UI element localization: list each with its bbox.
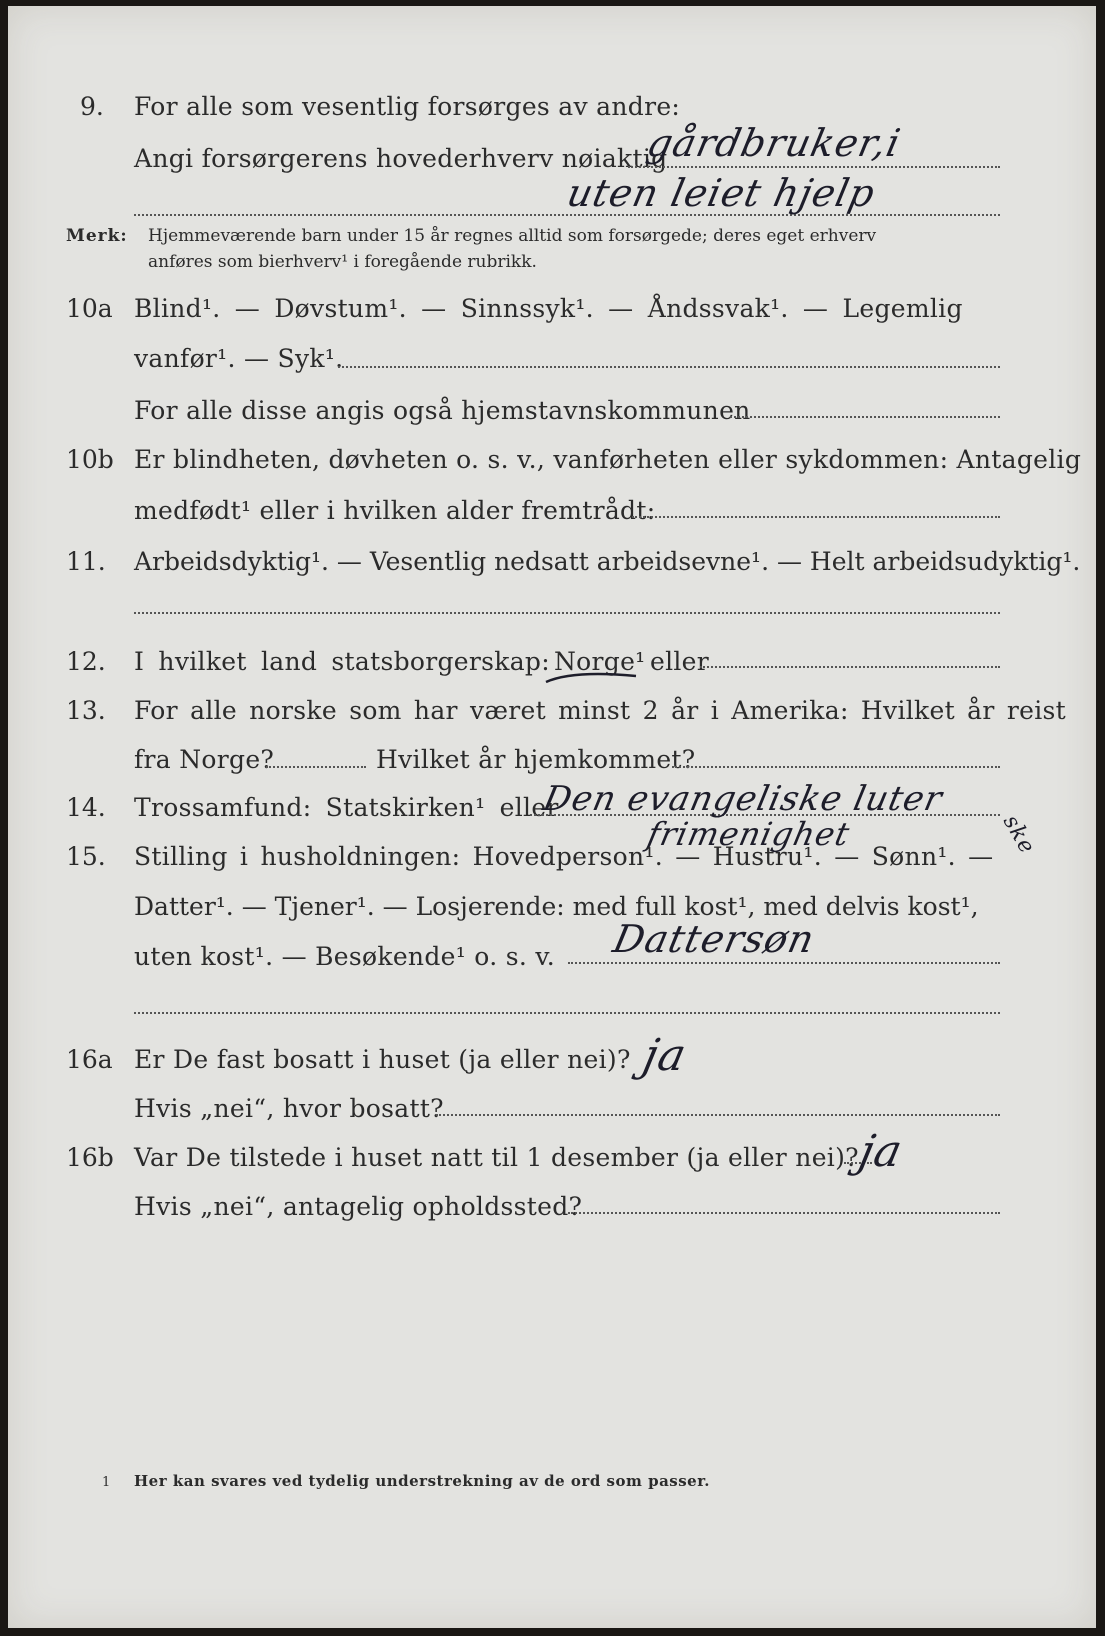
q14-handwritten-margin: ske — [997, 810, 1040, 859]
q16b-line2: Hvis „nei“, antagelig opholdssted? — [134, 1192, 583, 1221]
q16a-number: 16a — [66, 1045, 113, 1074]
q10a-line2: vanfør¹. — Syk¹. — [134, 344, 344, 373]
q10b-answer-line — [632, 516, 1000, 518]
q11-line1: Arbeidsdyktig¹. — Vesentlig nedsatt arbeidsevne¹. — Helt arbeidsudyktig¹. — [134, 547, 1081, 576]
q16a-line2: Hvis „nei“, hvor bosatt? — [134, 1094, 444, 1123]
q9-answer-line — [628, 166, 1000, 168]
q9-handwritten-answer-1: gårdbruker,i — [643, 121, 905, 165]
q16b-line1: Var De tilstede i huset natt til 1 desember (ja eller nei)? — [134, 1143, 859, 1172]
q10b-line2: medfødt¹ eller i hvilken alder fremtrådt: — [134, 496, 656, 525]
q10b-line1: Er blindheten, døvheten o. s. v., vanførheten eller sykdommen: Antagelig — [134, 445, 1082, 474]
q10a-line1: Blind¹. — Døvstum¹. — Sinnssyk¹. — Åndssvak¹. — Legemlig — [134, 294, 963, 323]
q12-norge: Norge¹ — [554, 647, 646, 676]
q12-eller: eller — [650, 647, 710, 676]
q16b-opholdssted-line — [568, 1212, 1000, 1214]
q13-line2b: Hvilket år hjemkommet? — [376, 745, 696, 774]
q11-number: 11. — [66, 547, 106, 576]
q12-norge-underline — [544, 670, 640, 686]
q14-number: 14. — [66, 793, 106, 822]
q14-handwritten-answer-1: Den evangeliske luter — [539, 779, 947, 819]
q16b-number: 16b — [66, 1143, 114, 1172]
census-form-page — [8, 6, 1096, 1628]
q9-question-line2: Angi forsørgerens hovederhverv nøiaktig — [134, 144, 668, 173]
q10a-hjemstavn-line — [730, 416, 1000, 418]
q11-answer-line — [134, 612, 1000, 614]
q10a-line3: For alle disse angis også hjemstavnskommunen — [134, 396, 751, 425]
q15-handwritten-answer: Dattersøn — [609, 917, 819, 961]
q16b-handwritten-answer: ja — [854, 1126, 908, 1177]
q13-line1: For alle norske som har været minst 2 år i Amerika: Hvilket år reist — [134, 696, 1067, 725]
q14-line1: Trossamfund: Statskirken¹ eller — [134, 793, 559, 822]
q16a-handwritten-answer: ja — [638, 1030, 692, 1081]
q10b-number: 10b — [66, 445, 114, 474]
q13-line2a: fra Norge? — [134, 745, 275, 774]
q14-handwritten-answer-2: frimenighet — [643, 815, 854, 853]
q15-answer-line-2 — [134, 1012, 1000, 1014]
q13-number: 13. — [66, 696, 106, 725]
q15-number: 15. — [66, 842, 106, 871]
merk-text-line2: anføres som bierhverv¹ i foregående rubrikk. — [148, 252, 537, 272]
q9-number: 9. — [80, 92, 104, 121]
q16a-line1: Er De fast bosatt i huset (ja eller nei)? — [134, 1045, 631, 1074]
q13-reist-line — [266, 766, 366, 768]
q9-handwritten-answer-2: uten leiet hjelp — [563, 171, 880, 215]
q10a-answer-line — [338, 366, 1000, 368]
q15-answer-line — [568, 962, 1000, 964]
merk-label: Merk: — [66, 226, 128, 246]
q10a-number: 10a — [66, 294, 113, 323]
merk-text-line1: Hjemmeværende barn under 15 år regnes alltid som forsørgede; deres eget erhverv — [148, 226, 877, 246]
q13-hjemkommet-line — [672, 766, 1000, 768]
q15-line1: Stilling i husholdningen: Hovedperson¹. — Hustru¹. — Sønn¹. — — [134, 842, 994, 871]
q12-number: 12. — [66, 647, 106, 676]
q15-line3: uten kost¹. — Besøkende¹ o. s. v. — [134, 942, 556, 971]
q12-answer-line — [700, 666, 1000, 668]
q16a-bosatt-line — [436, 1114, 1000, 1116]
q15-line2: Datter¹. — Tjener¹. — Losjerende: med full kost¹, med delvis kost¹, — [134, 892, 979, 921]
footnote-mark: 1 — [102, 1475, 111, 1490]
footnote-text: Her kan svares ved tydelig understrekning av de ord som passer. — [134, 1472, 710, 1490]
q9-question-line1: For alle som vesentlig forsørges av andre: — [134, 92, 681, 121]
q12-line1: I hvilket land statsborgerskap: — [134, 647, 550, 676]
